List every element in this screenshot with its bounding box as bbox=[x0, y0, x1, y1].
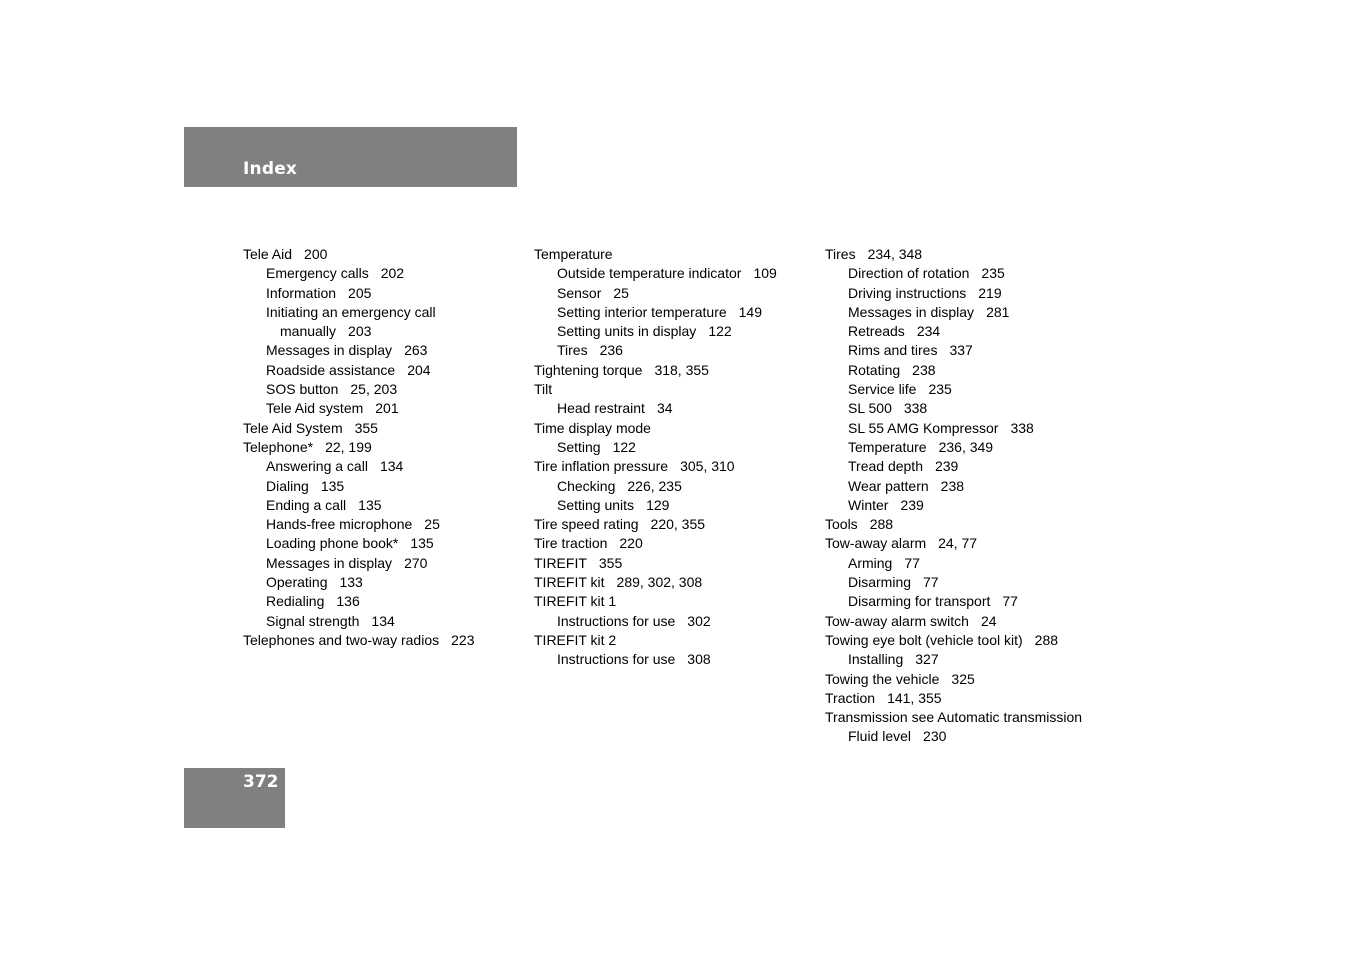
index-term: Roadside assistance bbox=[266, 361, 396, 378]
index-page-ref[interactable]: 236, 349 bbox=[938, 438, 994, 455]
index-term: Hands-free microphone bbox=[266, 516, 413, 533]
index-term: Fluid level bbox=[848, 728, 912, 745]
index-term: Tow-away alarm switch bbox=[825, 612, 969, 629]
index-term: Tele Aid System bbox=[243, 419, 343, 436]
index-term: Tires bbox=[825, 246, 856, 262]
index-entry bbox=[534, 419, 819, 438]
index-term: Arming bbox=[848, 554, 893, 571]
index-term: Information bbox=[266, 284, 337, 301]
index-page-ref[interactable]: 288 bbox=[869, 516, 894, 533]
index-subentry bbox=[243, 612, 528, 631]
index-term: Tele Aid bbox=[243, 246, 293, 262]
index-page-ref[interactable]: 219 bbox=[978, 284, 1002, 301]
index-term: Disarming for transport bbox=[848, 593, 991, 610]
index-term: Installing bbox=[848, 651, 904, 668]
index-entry bbox=[825, 515, 1125, 534]
index-page-ref[interactable]: 281 bbox=[986, 303, 1010, 320]
index-term: Telephone* bbox=[243, 438, 314, 455]
index-page-ref[interactable]: 133 bbox=[339, 574, 363, 591]
index-term: Checking bbox=[557, 477, 616, 494]
index-page-ref[interactable]: 239 bbox=[934, 458, 959, 475]
index-subentry bbox=[825, 457, 1125, 476]
index-page-ref[interactable]: 122 bbox=[708, 323, 732, 340]
index-term: SL 55 AMG Kompressor bbox=[848, 419, 999, 436]
index-page-ref[interactable]: 325 bbox=[951, 670, 975, 687]
index-subentry bbox=[825, 573, 1125, 592]
index-term: Loading phone book* bbox=[266, 535, 399, 552]
index-term: Sensor bbox=[557, 284, 602, 301]
index-subentry bbox=[825, 361, 1125, 380]
index-page-ref[interactable]: 355 bbox=[354, 419, 378, 436]
index-subentry bbox=[243, 322, 528, 341]
index-term: TIREFIT kit bbox=[534, 574, 605, 591]
index-entry bbox=[243, 438, 528, 457]
index-page-ref[interactable]: 305, 310 bbox=[680, 458, 735, 475]
index-subentry bbox=[243, 361, 528, 380]
index-term: Towing eye bolt (vehicle tool kit) bbox=[825, 631, 1023, 648]
index-entry bbox=[534, 515, 819, 534]
index-term: Head restraint bbox=[557, 400, 645, 417]
index-term: Setting bbox=[557, 438, 601, 455]
index-page-ref[interactable]: 201 bbox=[375, 400, 399, 417]
index-term: Emergency calls bbox=[266, 265, 369, 282]
index-column-1 bbox=[243, 245, 528, 650]
index-term: Tire inflation pressure bbox=[534, 458, 669, 475]
index-term: Rims and tires bbox=[848, 342, 938, 359]
page-number: 372 bbox=[243, 772, 279, 792]
index-page-ref[interactable]: 135 bbox=[320, 477, 345, 494]
header-band bbox=[184, 127, 517, 187]
index-page-ref[interactable]: 234 bbox=[916, 323, 941, 340]
index-page-ref[interactable]: 235 bbox=[928, 381, 952, 398]
index-page-ref[interactable]: 135 bbox=[358, 496, 382, 513]
index-term: Messages in display bbox=[266, 342, 393, 359]
index-page-ref[interactable]: 25 bbox=[613, 284, 629, 301]
index-page-ref[interactable]: 288 bbox=[1034, 631, 1059, 648]
index-term: Instructions for use bbox=[557, 612, 676, 629]
index-page-ref[interactable]: 129 bbox=[646, 496, 670, 513]
index-page-ref[interactable]: 77 bbox=[904, 554, 920, 571]
index-term: Setting units in display bbox=[557, 323, 697, 340]
index-term: Answering a call bbox=[266, 458, 368, 475]
index-term: Service life bbox=[848, 381, 917, 398]
index-page-ref[interactable]: 25 bbox=[424, 516, 440, 533]
index-page-ref[interactable]: 235 bbox=[981, 265, 1005, 282]
index-entry bbox=[825, 670, 1125, 689]
index-subentry bbox=[243, 457, 528, 476]
index-term: Temperature bbox=[534, 246, 613, 262]
index-subentry bbox=[534, 341, 819, 360]
index-page-ref[interactable]: 302 bbox=[687, 612, 711, 629]
index-page-ref[interactable]: 308 bbox=[687, 651, 711, 668]
index-page-ref[interactable]: 263 bbox=[404, 342, 428, 359]
index-page-ref[interactable]: 239 bbox=[900, 496, 924, 513]
index-page-ref[interactable]: 327 bbox=[915, 651, 939, 668]
index-subentry bbox=[243, 399, 528, 418]
index-term: Instructions for use bbox=[557, 651, 676, 668]
index-page-ref[interactable]: 338 bbox=[903, 400, 928, 417]
index-page-ref[interactable]: 318, 355 bbox=[654, 361, 709, 378]
index-entry bbox=[534, 245, 819, 264]
index-subentry bbox=[825, 477, 1125, 496]
index-term: Tires bbox=[557, 342, 588, 359]
index-term: Tilt bbox=[534, 381, 553, 398]
index-page-ref[interactable]: 226, 235 bbox=[627, 477, 682, 494]
index-entry bbox=[534, 380, 819, 399]
index-page-ref[interactable]: 223 bbox=[451, 631, 475, 648]
index-term: Dialing bbox=[266, 477, 309, 494]
index-term: Tread depth bbox=[848, 458, 923, 475]
index-term: Towing the vehicle bbox=[825, 670, 940, 687]
index-term: Telephones and two-way radios bbox=[243, 631, 440, 648]
index-page-ref[interactable]: 355 bbox=[598, 554, 623, 571]
index-page-ref[interactable]: 24 bbox=[980, 612, 997, 629]
index-subentry bbox=[825, 380, 1125, 399]
index-page-ref[interactable]: 204 bbox=[407, 361, 431, 378]
index-page-ref[interactable]: 149 bbox=[738, 303, 762, 320]
index-subentry bbox=[825, 264, 1125, 283]
index-term: Tightening torque bbox=[534, 361, 643, 378]
index-subentry bbox=[243, 515, 528, 534]
index-entry bbox=[243, 245, 528, 264]
index-entry bbox=[534, 554, 819, 573]
index-term: Disarming bbox=[848, 574, 912, 591]
index-term: Tools bbox=[825, 516, 858, 533]
index-page-ref[interactable]: 338 bbox=[1010, 419, 1034, 436]
index-entry bbox=[534, 361, 819, 380]
index-subentry bbox=[534, 284, 819, 303]
index-subentry bbox=[534, 322, 819, 341]
index-page-ref[interactable]: 220 bbox=[619, 535, 643, 552]
index-entry bbox=[534, 592, 819, 611]
page-number-band bbox=[184, 768, 285, 828]
index-subentry bbox=[825, 438, 1125, 457]
index-page-ref[interactable]: 134 bbox=[379, 458, 404, 475]
index-term: TIREFIT kit 1 bbox=[534, 593, 617, 610]
index-term: Tow-away alarm bbox=[825, 535, 927, 552]
index-term: Transmission see Automatic transmission bbox=[825, 709, 1083, 726]
index-subentry bbox=[243, 341, 528, 360]
index-subentry bbox=[825, 341, 1125, 360]
index-page-ref[interactable]: 337 bbox=[949, 342, 973, 359]
index-subentry bbox=[825, 592, 1125, 611]
index-page-ref[interactable]: 234, 348 bbox=[867, 246, 923, 262]
index-page-ref[interactable]: 220, 355 bbox=[650, 516, 706, 533]
index-column-3 bbox=[825, 245, 1125, 747]
index-subentry bbox=[534, 496, 819, 515]
index-term: TIREFIT kit 2 bbox=[534, 631, 617, 648]
index-term: Driving instructions bbox=[848, 284, 967, 301]
index-term: Tire traction bbox=[534, 535, 608, 552]
index-term: Rotating bbox=[848, 361, 901, 378]
index-term: Tele Aid system bbox=[266, 400, 364, 417]
index-subentry bbox=[825, 303, 1125, 322]
index-term: Traction bbox=[825, 689, 876, 706]
index-term: Messages in display bbox=[266, 554, 393, 571]
index-page-ref[interactable]: 202 bbox=[380, 265, 405, 282]
index-term: Retreads bbox=[848, 323, 905, 340]
index-subentry bbox=[243, 534, 528, 553]
index-term: Time display mode bbox=[534, 419, 651, 436]
index-subentry bbox=[243, 496, 528, 515]
index-page-ref[interactable]: 25, 203 bbox=[350, 381, 398, 398]
index-page-ref[interactable]: 134 bbox=[371, 612, 395, 629]
index-page-ref[interactable]: 77 bbox=[923, 574, 939, 591]
index-subentry bbox=[243, 380, 528, 399]
index-subentry bbox=[825, 496, 1125, 515]
index-subentry bbox=[825, 727, 1125, 746]
index-page-ref[interactable]: 135 bbox=[410, 535, 434, 552]
index-column-2 bbox=[534, 245, 819, 670]
index-subentry bbox=[825, 399, 1125, 418]
index-subentry bbox=[243, 303, 528, 322]
index-page-ref[interactable]: 270 bbox=[404, 554, 428, 571]
index-entry bbox=[534, 631, 819, 650]
index-entry bbox=[825, 612, 1125, 631]
index-subentry bbox=[825, 650, 1125, 669]
index-page-ref[interactable]: 34 bbox=[656, 400, 673, 417]
page-title: Index bbox=[243, 159, 298, 179]
index-entry bbox=[825, 689, 1125, 708]
index-page-ref[interactable]: 109 bbox=[753, 265, 777, 282]
index-page-ref[interactable]: 230 bbox=[923, 728, 947, 745]
index-term: Operating bbox=[266, 574, 328, 591]
index-subentry bbox=[534, 399, 819, 418]
index-subentry bbox=[243, 573, 528, 592]
index-page-ref[interactable]: 200 bbox=[304, 246, 328, 262]
index-term: Outside temperature indicator bbox=[557, 265, 742, 282]
index-term: Setting interior temperature bbox=[557, 303, 727, 320]
index-subentry bbox=[534, 650, 819, 669]
index-term: Winter bbox=[848, 496, 889, 513]
index-entry bbox=[534, 457, 819, 476]
index-term: TIREFIT bbox=[534, 554, 587, 571]
index-entry bbox=[534, 534, 819, 553]
index-subentry bbox=[534, 438, 819, 457]
index-term: SOS button bbox=[266, 381, 339, 398]
index-subentry bbox=[534, 303, 819, 322]
index-term: Messages in display bbox=[848, 303, 975, 320]
index-term: Redialing bbox=[266, 593, 325, 610]
index-subentry bbox=[243, 554, 528, 573]
index-entry bbox=[825, 708, 1125, 727]
index-page-ref[interactable]: 203 bbox=[348, 323, 372, 340]
index-page-ref[interactable]: 77 bbox=[1002, 593, 1018, 610]
index-entry bbox=[534, 573, 819, 592]
index-term: Temperature bbox=[848, 438, 927, 455]
index-subentry bbox=[825, 419, 1125, 438]
index-term: Ending a call bbox=[266, 496, 347, 513]
index-entry bbox=[825, 534, 1125, 553]
index-subentry bbox=[534, 477, 819, 496]
index-subentry bbox=[825, 284, 1125, 303]
index-subentry bbox=[243, 477, 528, 496]
index-subentry bbox=[243, 592, 528, 611]
index-page-ref[interactable]: 205 bbox=[348, 284, 372, 301]
index-entry bbox=[825, 631, 1125, 650]
index-page-ref[interactable]: 238 bbox=[912, 361, 936, 378]
index-page-ref[interactable]: 136 bbox=[336, 593, 360, 610]
index-page-ref[interactable]: 141, 355 bbox=[887, 689, 942, 706]
index-term: SL 500 bbox=[848, 400, 892, 417]
index-term: Signal strength bbox=[266, 612, 360, 629]
index-page-ref[interactable]: 236 bbox=[599, 342, 623, 359]
index-page-ref[interactable]: 22, 199 bbox=[325, 438, 372, 455]
index-entry bbox=[825, 245, 1125, 264]
index-entry bbox=[243, 631, 528, 650]
index-term: Tire speed rating bbox=[534, 516, 639, 533]
index-entry bbox=[243, 419, 528, 438]
index-term: manually bbox=[280, 323, 337, 340]
index-term: Direction of rotation bbox=[848, 265, 970, 282]
index-subentry bbox=[243, 284, 528, 303]
index-page-ref[interactable]: 238 bbox=[940, 477, 965, 494]
index-subentry bbox=[243, 264, 528, 283]
index-term: Setting units bbox=[557, 496, 635, 513]
index-page-ref[interactable]: 122 bbox=[612, 438, 636, 455]
index-term: Wear pattern bbox=[848, 477, 929, 494]
index-subentry bbox=[825, 554, 1125, 573]
index-subentry bbox=[534, 612, 819, 631]
index-page-ref[interactable]: 289, 302, 308 bbox=[616, 574, 703, 591]
index-term: Initiating an emergency call bbox=[266, 303, 436, 320]
index-subentry bbox=[825, 322, 1125, 341]
index-page-ref[interactable]: 24, 77 bbox=[938, 535, 978, 552]
index-subentry bbox=[534, 264, 819, 283]
